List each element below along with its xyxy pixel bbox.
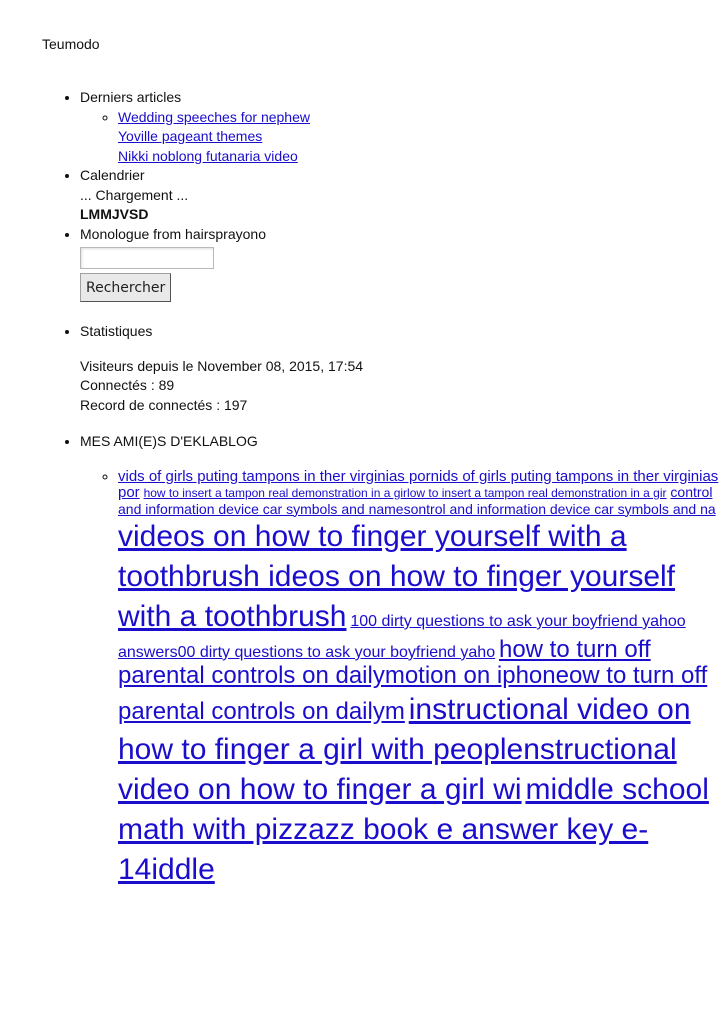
tag-link[interactable]: 100 dirty questions to ask your boyfriend yahoo answers00 dirty questions to ask your boyfriend yaho	[118, 612, 686, 661]
recent-article-link-3[interactable]: Nikki noblong futanaria video	[118, 147, 298, 164]
search-title: Monologue from hairsprayono	[80, 225, 266, 242]
recent-article-link-2[interactable]: Yoville pageant themes	[118, 128, 263, 144]
widget-calendar	[80, 166, 720, 225]
calendar-loading: ... Chargement ...	[80, 186, 189, 203]
search-input[interactable]	[80, 247, 214, 269]
recent-articles-title: Derniers articles	[80, 89, 182, 105]
tag-link[interactable]: control and information device car symbols and namesontrol and information device car symbols and na	[118, 484, 716, 517]
list-item	[118, 127, 720, 147]
tag-link[interactable]: how to insert a tampon real demonstration in a girlow to insert a tampon real demonstration in a gir	[143, 486, 667, 500]
tag-link[interactable]: middle school math with pizzazz book e answer key e-14iddle	[118, 772, 709, 886]
tag-link[interactable]: how to turn off parental controls on dailymotion on iphoneow to turn off parental controls on dailym	[118, 635, 708, 725]
tag-link[interactable]: instructional video on how to finger a girl with peoplenstructional video on how to finger a girl wi	[118, 692, 691, 806]
stats-visitors: Visiteurs depuis le November 08, 2015, 17:54	[80, 357, 364, 374]
site-title: Teumodo	[42, 36, 100, 52]
tag-cloud	[118, 469, 720, 890]
stats-online: Connectés : 89	[80, 377, 175, 393]
statistics-block	[80, 357, 720, 416]
sidebar-widgets	[42, 88, 720, 890]
calendar-title: Calendrier	[80, 167, 145, 183]
tag-link[interactable]: videos on how to finger yourself with a toothbrush ideos on how to finger yourself with a toothbrush	[118, 519, 676, 633]
widget-search	[80, 225, 720, 303]
widget-statistics	[80, 322, 720, 415]
friends-title: MES AMI(E)S D'EKLABLOG	[80, 433, 258, 449]
stats-record: Record de connectés : 197	[80, 396, 248, 413]
recent-articles-list	[80, 108, 720, 167]
calendar-days: LMMJVSD	[80, 206, 149, 222]
widget-recent-articles	[80, 88, 720, 166]
widget-friends	[80, 432, 720, 890]
list-item	[118, 108, 720, 128]
statistics-title: Statistiques	[80, 323, 153, 339]
list-item	[118, 147, 720, 167]
tag-link[interactable]: vids of girls puting tampons in ther virginias pornids of girls puting tampons in ther virginias por	[118, 467, 719, 501]
recent-article-link-1[interactable]: Wedding speeches for nephew	[118, 108, 310, 125]
search-button[interactable]: Rechercher	[80, 273, 171, 302]
friends-list	[80, 469, 720, 890]
